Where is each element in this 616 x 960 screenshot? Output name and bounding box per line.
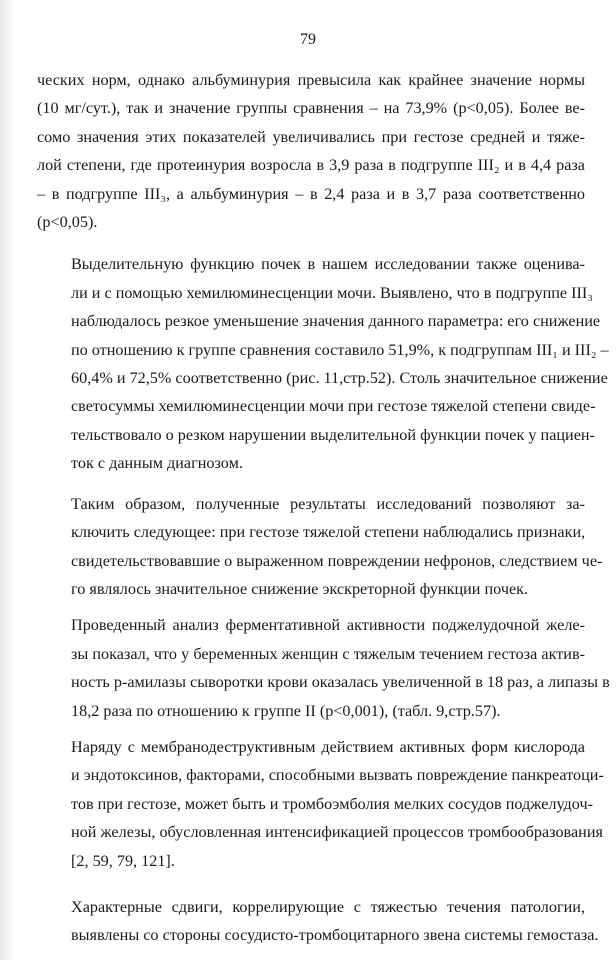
text-line: ключить следующее: при гестозе тяжелой степени наблюдались признаки,	[71, 523, 586, 542]
text-line: Проведенный анализ ферментативной активности поджелудочной желе-	[71, 616, 585, 635]
document-body	[37, 66, 610, 950]
text-line: лой степени, где протеинурия возросла в 3,9 раза в подгруппе III₂ и в 4,4 раза	[37, 156, 585, 175]
text-line: 18,2 раза по отношению к группе II (p<0,001), (табл. 9,стр.57).	[71, 701, 501, 720]
text-line: ной железы, обусловленная интенсификацией процессов тромбообразования	[71, 823, 603, 842]
text-line: ность р-амилазы сыворотки крови оказалась увеличенной в 18 раз, а липазы в	[71, 673, 610, 692]
paragraph-2	[37, 250, 609, 477]
paragraph-3	[37, 490, 603, 604]
text-line: сомо значения этих показателей увеличивались при гестозе средней и тяже-	[37, 127, 585, 146]
text-line: (10 мг/сут.), так и значение группы сравнения – на 73,9% (p<0,05). Более ве-	[37, 99, 585, 118]
text-line: наблюдалось резкое уменьшение значения данного параметра: его снижение	[71, 312, 601, 331]
text-line: выявлены со стороны сосудисто-тромбоцитарного звена системы гемостаза.	[71, 926, 599, 945]
text-line: Выделительную функцию почек в нашем исследовании также оценива-	[71, 255, 585, 274]
text-line: Таким образом, полученные результаты исследований позволяют за-	[71, 494, 585, 513]
text-line: зы показал, что у беременных женщин с тяжелым течением гестоза актив-	[71, 644, 585, 663]
text-line: 60,4% и 72,5% соответственно (рис. 11,стр.52). Столь значительное снижение	[71, 369, 608, 388]
paragraph-5	[37, 733, 604, 875]
page-number: 79	[300, 31, 316, 48]
text-line: тельствовало о резком нарушении выделительной функции почек у пациен-	[71, 425, 595, 444]
text-line: ток с данным диагнозом.	[71, 454, 243, 473]
text-line: ли и с помощью хемилюминесценции мочи. Выявлено, что в подгруппе III₃	[71, 283, 593, 302]
text-line: и эндотоксинов, факторами, способными вызвать повреждение панкреатоци-	[71, 766, 604, 785]
text-line: по отношению к группе сравнения составило 51,9%, к подгруппам III₁ и III₂ –	[71, 340, 609, 359]
text-line: (p<0,05).	[37, 213, 98, 232]
text-line: Наряду с мембранодеструктивным действием активных форм кислорода	[71, 737, 585, 756]
text-line: тов при гестозе, может быть и тромбоэмболия мелких сосудов поджелудоч-	[71, 794, 593, 813]
text-line: светосуммы хемилюминесценции мочи при гестозе тяжелой степени свиде-	[71, 397, 596, 416]
paragraph-1	[37, 66, 585, 236]
text-line: го являлось значительное снижение экскреторной функции почек.	[71, 579, 529, 598]
text-line: – в подгруппе III₃, а альбуминурия – в 2,4 раза и в 3,7 раза соответственно	[37, 184, 585, 203]
paragraph-4	[37, 611, 610, 725]
text-line: ческих норм, однако альбуминурия превысила как крайнее значение нормы	[37, 71, 585, 89]
scan-edge-shadow	[0, 0, 16, 960]
text-line: свидетельствовавшие о выраженном повреждении нефронов, следствием че-	[71, 551, 603, 570]
text-line: Характерные сдвиги, коррелирующие с тяжестью течения патологии,	[71, 897, 585, 916]
paragraph-6	[37, 893, 599, 950]
text-line: [2, 59, 79, 121].	[71, 851, 175, 870]
